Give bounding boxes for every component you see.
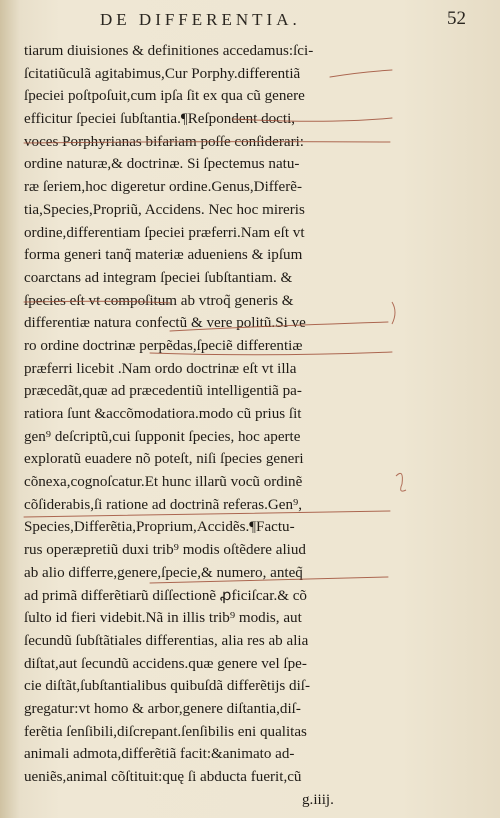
page-number: 52 [447, 8, 466, 29]
text-line: differentiæ natura confectũ & vere politũ.Si ve [24, 315, 306, 332]
text-line: diſtat,aut ſecundũ accidens.quæ genere vel ſpe- [24, 655, 307, 672]
text-line: forma generi tanq̃ materiæ adueniens & ipſum [24, 247, 303, 264]
text-line: gen⁹ deſcriptũ,cui ſupponit ſpecies, hoc aperte [24, 428, 301, 445]
text-line: ordine naturæ,& doctrinæ. Si ſpectemus natu- [24, 156, 300, 173]
text-line: præferri licebit .Nam ordo doctrinæ eſt vt illa [24, 360, 297, 377]
body-text [24, 40, 396, 811]
text-line: ratiora ſunt &accõmodatiora.modo cũ prius ſit [24, 406, 302, 422]
text-line: exploratũ euadere nõ poteſt, niſi ſpecies generi [24, 451, 304, 468]
text-line: animali admota,differẽtiã facit:&animato ad- [24, 746, 295, 763]
text-line: efficitur ſpeciei ſubſtantia.¶Reſpondent docti, [24, 111, 296, 128]
text-line: ſcitatiũculã agitabimus,Cur Porphy.differentiã [24, 65, 301, 82]
page-header [0, 10, 500, 30]
text-line: ordine,differentiam ſpeciei præferri.Nam eſt vt [24, 224, 305, 241]
text-line: præcedãt,quæ ad præcedentiũ intelligentiã pa- [24, 383, 302, 400]
text-line: ro ordine doctrinæ perpẽdas,ſpeciẽ differentiæ [24, 337, 303, 354]
text-line: ſecundũ ſubſtãtiales differentias, alia res ab alia [24, 632, 309, 649]
text-line: ferẽtia ſenſibili,diſcrepant.ſenſibilis eni qualitas [24, 723, 307, 740]
text-line: ſpecies eſt vt compoſitum ab vtroq̃ generis & [24, 292, 294, 309]
text-line: rus operæpretiũ duxi trib⁹ modis oſtẽdere aliud [24, 542, 306, 559]
text-line: cõſiderabis,ſi ratione ad doctrinã referas.Gen⁹, [24, 496, 303, 513]
text-line: ræ ſeriem,hoc digeretur ordine.Genus,Differẽ- [24, 179, 303, 196]
text-line: ad primã differẽtiarũ diſſectionẽ ꝓficiſcar.& cõ [24, 587, 307, 604]
text-line: ſulto id fieri videbit.Nã in illis trib⁹ modis, aut [24, 610, 302, 627]
text-line: Species,Differẽtia,Proprium,Accidẽs.¶Factu- [24, 519, 295, 536]
text-line: ab alio differre,genere,ſpecie,& numero, anteq̃ [24, 564, 303, 581]
text-line: tia,Species,Propriũ, Accidens. Nec hoc mireris [24, 201, 305, 218]
text-line: gregatur:vt homo & arbor,genere diſtantia,diſ- [24, 700, 301, 717]
running-head: DE DIFFERENTIA. [100, 10, 301, 29]
catchword: g.iiij. [302, 791, 334, 808]
margin-scribble-mark [396, 473, 406, 491]
text-line: tiarum diuisiones & definitiones accedamus:ſci- [24, 43, 314, 59]
text-line: ueniẽs,animal cõſtituit:quę ſi abducta fuerit,cũ [24, 769, 302, 785]
text-line: coarctans ad integram ſpeciei ſubſtantiam. & [24, 269, 293, 286]
text-line: cõnexa,cognoſcatur.Et hunc illarũ vocũ ordinẽ [24, 474, 303, 491]
text-line: cie diſtãt,ſubſtantialibus quibuſdã differẽtijs diſ- [24, 678, 311, 695]
text-line: voces Porphyrianas bifariam poſſe conſiderari: [24, 133, 304, 150]
text-line: ſpeciei poſtpoſuit,cum ipſa ſit ex qua cũ genere [24, 88, 305, 105]
